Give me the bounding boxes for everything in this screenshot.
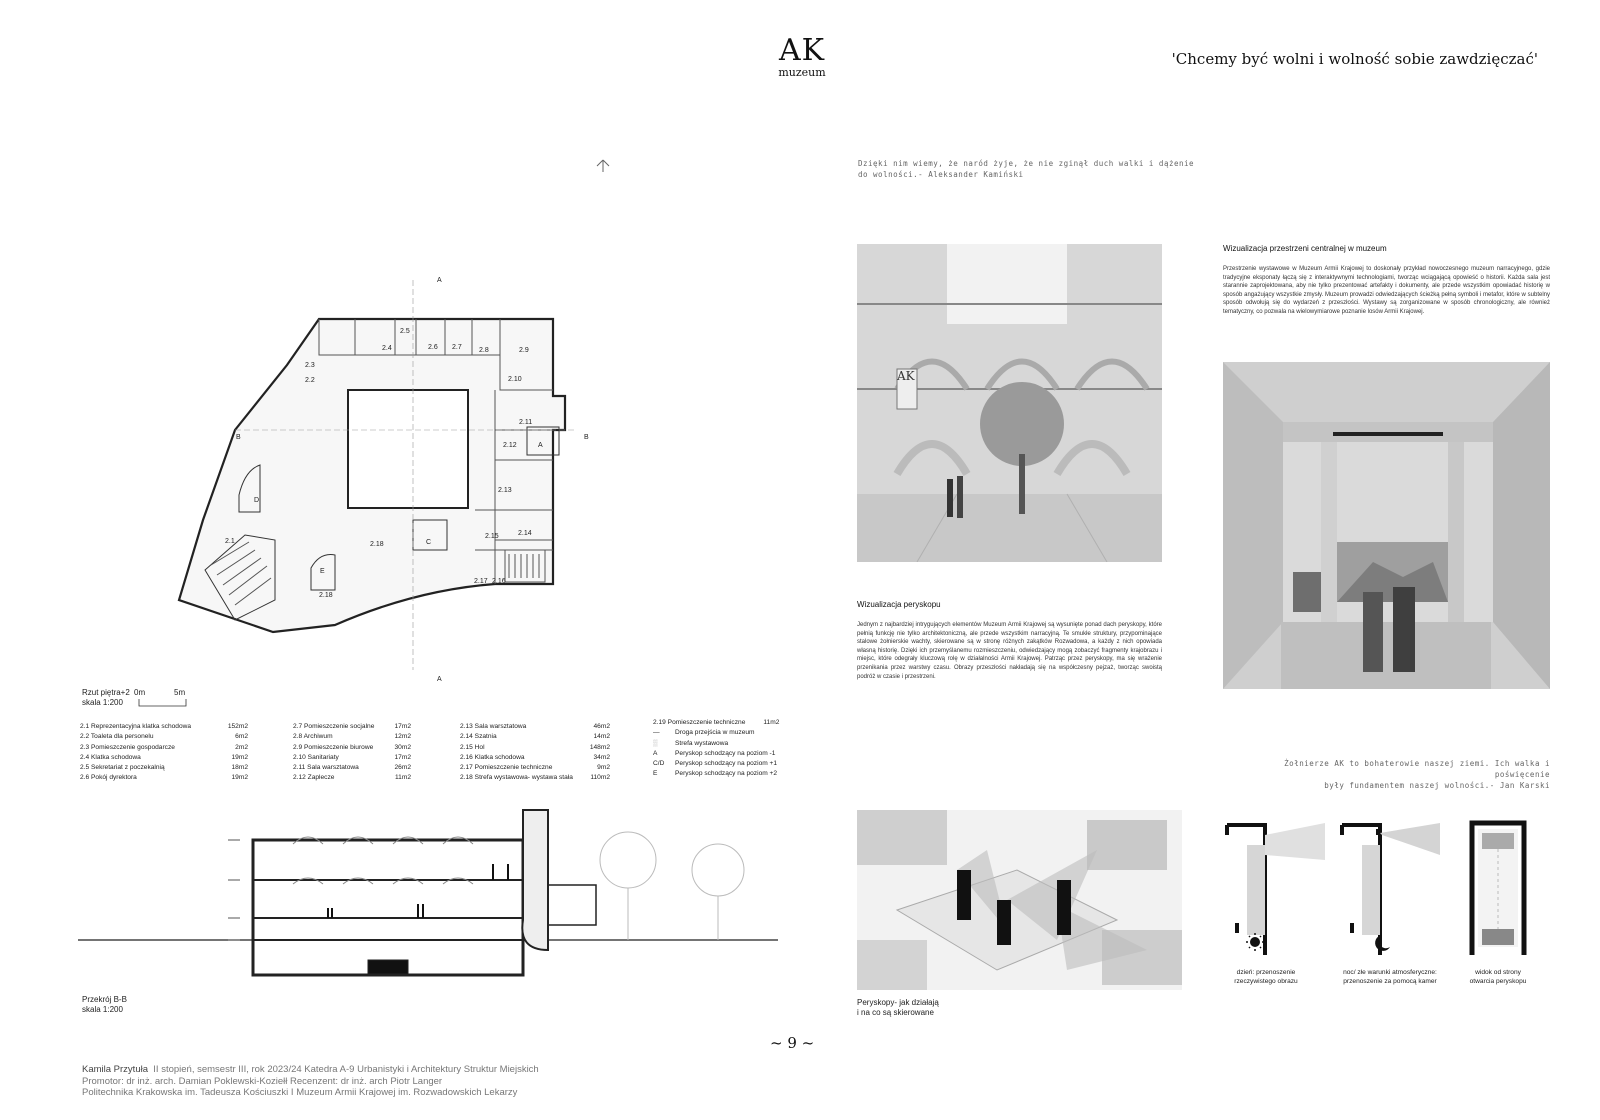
legend-row: 2.10 Sanitariaty 17m2 (293, 753, 411, 761)
room-tag: 2.11 (519, 419, 533, 426)
scalebar (138, 698, 188, 708)
legend-row: 2.6 Pokój dyrektora 19m2 (80, 774, 248, 782)
legend-row: 2.16 Klatka schodowa 34m2 (460, 753, 610, 761)
quote-bottom: Żołnierze AK to bohaterowie naszej ziemi. Ich walka i poświęcenie były fundamentem naszej wolności.- Jan Karski (1284, 759, 1550, 790)
legend-row: A Peryskop schodzący na poziom -1 (653, 749, 776, 757)
periscope-day-diagram (1225, 815, 1325, 965)
room-tag: 2.18 (370, 541, 384, 548)
scalebar-start: 0m (134, 688, 146, 697)
legend-row: 2.5 Sekretariat z poczekalnią 18m2 (80, 764, 248, 772)
room-tag: 2.17 (474, 578, 488, 585)
plan-scale: skala 1:200 (82, 698, 123, 707)
legend-row: 2.19 Pomieszczenie techniczne 11m2 (653, 719, 780, 726)
moon-icon (1375, 935, 1390, 951)
periscopes-caption: Peryskopy- jak działają i na co są skierowane (857, 998, 939, 1017)
legend-row: 2.2 Toaleta dla personelu 6m2 (80, 733, 248, 741)
legend-column-4 (653, 718, 783, 780)
section-mark: A (437, 676, 442, 683)
legend-row: E Peryskop schodzący na poziom +2 (653, 770, 778, 778)
render-periscope-interior (1223, 362, 1550, 689)
periscope-view-diagram (1468, 815, 1528, 965)
legend-row: — Droga przejścia w muzeum (653, 729, 755, 737)
legend-row: 2.13 Sala warsztatowa 46m2 (460, 723, 610, 730)
plan-title: Rzut piętra+2 (82, 688, 130, 697)
motto: 'Chcemy być wolni i wolność sobie zawdzięczać' (1171, 50, 1538, 68)
section-drawing (78, 800, 778, 990)
room-tag: 2.18 (319, 592, 333, 599)
room-tag: 2.3 (305, 362, 315, 369)
footer-line3: Politechnika Krakowska im. Tadeusza Kościuszki I Muzeum Armii Krajowej im. Rozwadowskich Lekarzy (82, 1087, 518, 1098)
room-tag: 2.13 (498, 487, 512, 494)
periscopes-axonometry (857, 810, 1182, 990)
central-viz-body: Przestrzenie wystawowe w Muzeum Armii Krajowej to doskonały przykład nowoczesnego muzeum narracyjnego, gdzie tradycyjne eksponaty łączą się z interaktywnymi technologiami, tworząc wciągającą opowieść o historii. Każda sala jest starannie zaprojektowana, aby nie tylko prezentować artefakty i dokumenty, ale przede wszystkim opowiadać historię w sposób angażujący wszystkie zmysły. Muzeum prowadzi odwiedzających ścieżką pełną symboli i metafor, które w subtelny sposób odwołują się do wydarzeń z przeszłości. Wystawy są zorganizowane w sposób chronologiczny, ale również tematyczny, co pozwala na wielowymiarowe poznanie losów Armii Krajowej. (1223, 266, 1550, 315)
room-tag: 2.2 (305, 377, 315, 384)
section-scale: skala 1:200 (82, 1005, 123, 1014)
legend-row: 2.12 Zaplecze 11m2 (293, 774, 411, 782)
legend-row: C/D Peryskop schodzący na poziom +1 (653, 760, 778, 768)
room-tag: 2.14 (518, 530, 532, 537)
room-tag: 2.10 (508, 376, 522, 383)
room-tag: 2.4 (382, 345, 392, 352)
north-arrow-icon (597, 160, 609, 172)
room-tag: 2.5 (400, 328, 410, 335)
periscope-night-diagram (1340, 815, 1440, 965)
legend-column-2 (293, 722, 411, 784)
quote-top: Dzięki nim wiemy, że naród żyje, że nie zginął duch walki i dążenie do wolności.- Aleksander Kamiński (858, 159, 1195, 179)
legend-column-1 (80, 722, 248, 784)
section-mark: A (437, 277, 442, 284)
room-tag: 2.12 (503, 442, 517, 449)
periscope-tag: C (426, 539, 432, 546)
room-tag: 2.9 (519, 347, 529, 354)
legend-row: 2.17 Pomieszczenie techniczne 9m2 (460, 764, 610, 772)
section-mark: B (236, 434, 241, 441)
legend-row: 2.4 Klatka schodowa 19m2 (80, 753, 248, 761)
render-ak-sign: AK (897, 369, 915, 383)
scalebar-end: 5m (174, 688, 186, 697)
legend-row: 2.18 Strefa wystawowa- wystawa stała 110m2 (460, 774, 610, 782)
legend-row: 2.15 Hol 148m2 (460, 743, 610, 751)
periscope-tag: D (254, 497, 260, 504)
room-tag: 2.1 (225, 538, 235, 545)
periscope-viz-body: Jednym z najbardziej intrygujących elementów Muzeum Armii Krajowej są wysunięte ponad dach peryskopy, które pełnią funkcję nie tylko architektoniczną, ale przede wszystkim narracyjną. Te smukłe struktury, przypominające stalowe żołnierskie wachty, skierowane są w stronę różnych zakątków Rozwadowa, a każdy z nich opowiada własną historię. Dzięki ich przemyślanemu rozmieszczeniu, odwiedzający mogą zobaczyć fragmenty krajobrazu i miejsc, które odegrały kluczową rolę w działalności Armii Krajowej. Patrząc przez peryskopy, ma się wrażenie przenikania przez warstwy czasu. Obrazy przeszłości nakładają się na współczesny pejzaż, tworząc swoistą podróż w czasie i przestrzeni. (857, 622, 1162, 680)
room-tag: 2.16 (492, 578, 506, 585)
render-periscope-image (1223, 362, 1550, 689)
mode-view-caption: widok od strony otwarcia peryskopu (1469, 969, 1527, 985)
page-number: ~ 9 ~ (770, 1034, 815, 1052)
legend-column-3 (460, 722, 610, 784)
legend-row: 2.8 Archiwum 12m2 (293, 733, 411, 741)
section-mark: B (584, 434, 589, 441)
periscope-tag: E (320, 568, 325, 575)
legend-row: 2.1 Reprezentacyjna klatka schodowa 152m2 (80, 723, 248, 730)
footer-line2: Promotor: dr inż. arch. Damian Poklewski-Koziełł Recenzent: dr inż. arch Piotr Langer (82, 1075, 443, 1087)
footer (82, 1064, 539, 1099)
sun-icon (1246, 933, 1264, 951)
legend-row: 2.7 Pomieszczenie socjalne 17m2 (293, 723, 411, 730)
central-viz-heading: Wizualizacja przestrzeni centralnej w muzeum (1223, 244, 1387, 253)
periscope-tag: A (538, 442, 543, 449)
legend-row: 2.9 Pomieszczenie biurowe 30m2 (293, 743, 411, 751)
legend-row: 2.3 Pomieszczenie gospodarcze 2m2 (80, 743, 248, 751)
room-tag: 2.6 (428, 344, 438, 351)
periscope-viz-heading: Wizualizacja peryskopu (857, 600, 941, 609)
render-central-space (857, 244, 1162, 562)
floor-plan-drawing (175, 150, 615, 690)
logo-subtitle: muzeum (778, 66, 826, 79)
legend-row: ▒ Strefa wystawowa (653, 739, 729, 747)
mode-night-caption: noc/ złe warunki atmosferyczne: przenoszenie za pomocą kamer (1343, 969, 1437, 985)
mode-day-caption: dzień: przenoszenie rzeczywistego obrazu (1234, 969, 1298, 985)
logo-ak: AK (778, 33, 826, 68)
room-tag: 2.15 (485, 533, 499, 540)
room-tag: 2.8 (479, 347, 489, 354)
render-central-space-image (857, 244, 1162, 562)
section-title: Przekrój B-B (82, 995, 127, 1004)
legend-row: 2.11 Sala warsztatowa 26m2 (293, 764, 411, 772)
periscopes-axonometry-image (857, 810, 1182, 990)
room-tag: 2.7 (452, 344, 462, 351)
footer-author: Kamila Przytuła (82, 1064, 148, 1075)
footer-line1: II stopień, semsestr III, rok 2023/24 Katedra A-9 Urbanistyki i Architektury Struktur Miejskich (153, 1064, 539, 1075)
legend-row: 2.14 Szatnia 14m2 (460, 733, 610, 741)
